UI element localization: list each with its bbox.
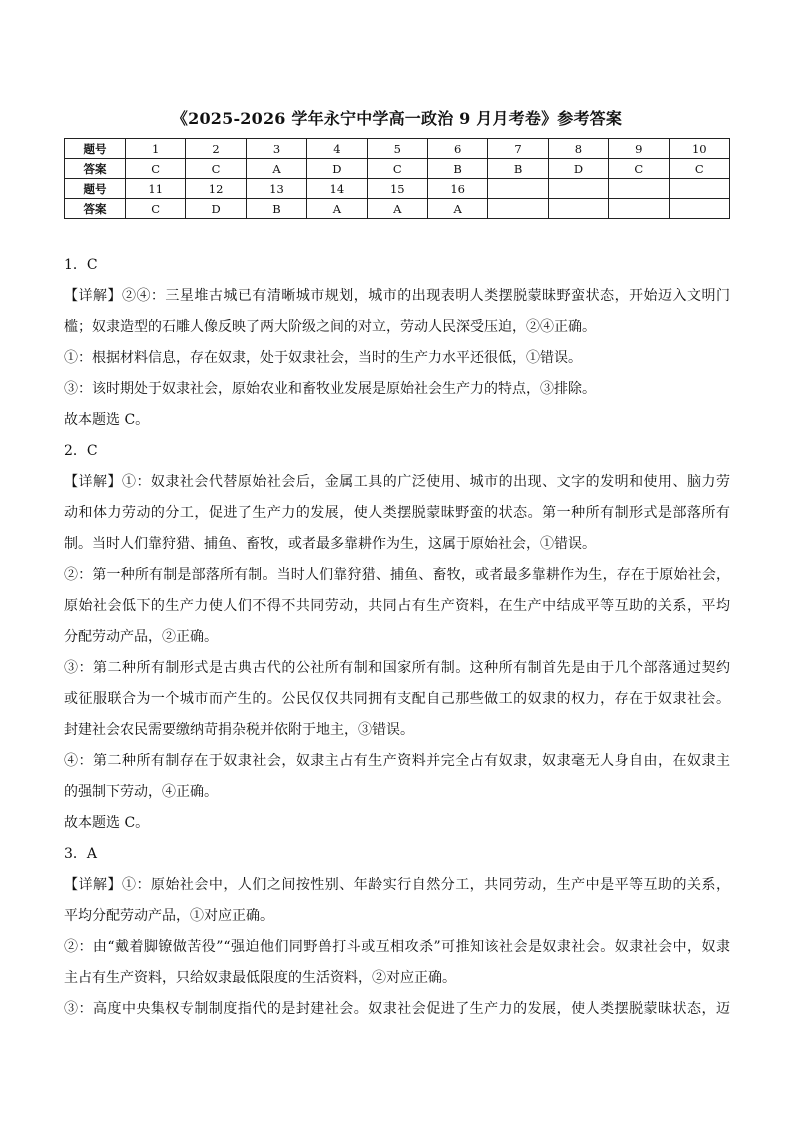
answer-table-cell: D — [307, 159, 367, 179]
answer-table-cell: 3 — [246, 139, 306, 159]
answer-table-cell: A — [307, 199, 367, 219]
explanation-line: ②：第一种所有制是部落所有制。当时人们靠狩猎、捕鱼、畜牧，或者最多靠耕作为生，存在于原始社会， — [64, 567, 730, 583]
answer-table-cell: 15 — [367, 179, 427, 199]
answer-table-cell: 4 — [307, 139, 367, 159]
answer-table-row — [65, 179, 730, 199]
explanation-line: 制。当时人们靠狩猎、捕鱼、畜牧，或者最多靠耕作为生，这属于原始社会，①错误。 — [64, 536, 596, 552]
answer-table — [64, 138, 730, 219]
explanation-line: ③：该时期处于奴隶社会，原始农业和畜牧业发展是原始社会生产力的特点，③排除。 — [64, 381, 596, 397]
question-number: 3．A — [64, 846, 98, 862]
answer-table-cell: 14 — [307, 179, 367, 199]
answer-table-row — [65, 139, 730, 159]
answer-table-cell — [548, 199, 608, 219]
explanation-line: ④：第二种所有制存在于奴隶社会，奴隶主占有生产资料并完全占有奴隶，奴隶毫无人身自由，在奴隶主 — [64, 753, 730, 769]
explanation-line: 【详解】②④：三星堆古城已有清晰城市规划，城市的出现表明人类摆脱蒙昧野蛮状态，开始迈入文明门 — [64, 288, 730, 304]
answer-table-row — [65, 199, 730, 219]
answer-table-cell: C — [609, 159, 669, 179]
answer-table-cell: 5 — [367, 139, 427, 159]
answer-table-cell — [669, 199, 729, 219]
answer-table-cell: A — [427, 199, 487, 219]
answer-table-cell: 11 — [126, 179, 186, 199]
answer-table-cell: 16 — [427, 179, 487, 199]
answer-table-cell: 12 — [186, 179, 246, 199]
explanation-line: ③：高度中央集权专制制度指代的是封建社会。奴隶社会促进了生产力的发展，使人类摆脱蒙昧状态，迈 — [64, 1001, 730, 1017]
explanation-line: 【详解】①：原始社会中，人们之间按性别、年龄实行自然分工，共同劳动，生产中是平等互助的关系， — [64, 877, 730, 893]
answer-table-cell: 13 — [246, 179, 306, 199]
answer-table-cell: C — [367, 159, 427, 179]
explanation-line: 的强制下劳动，④正确。 — [64, 784, 218, 800]
explanation-line: 故本题选 C。 — [64, 412, 150, 428]
row-label: 题号 — [65, 179, 126, 199]
answer-table-cell — [609, 199, 669, 219]
answer-explanations — [64, 250, 730, 1025]
answer-table-cell: 1 — [126, 139, 186, 159]
page-title: 《2025-2026 学年永宁中学高一政治 9 月月考卷》参考答案 — [171, 109, 623, 128]
answer-table-cell — [548, 179, 608, 199]
answer-table-cell: C — [186, 159, 246, 179]
answer-table-cell: B — [427, 159, 487, 179]
explanation-line: 槛；奴隶造型的石雕人像反映了两大阶级之间的对立，劳动人民深受压迫，②④正确。 — [64, 319, 596, 335]
answer-table-cell — [609, 179, 669, 199]
row-label: 答案 — [65, 159, 126, 179]
explanation-line: ③：第二种所有制形式是古典古代的公社所有制和国家所有制。这种所有制首先是由于几个部落通过契约 — [64, 660, 730, 676]
explanation-line: 主占有生产资料，只给奴隶最低限度的生活资料，②对应正确。 — [64, 970, 456, 986]
explanation-line: 平均分配劳动产品，①对应正确。 — [64, 908, 274, 924]
answer-table-row — [65, 159, 730, 179]
explanation-line: ②：由“戴着脚镣做苦役”“强迫他们同野兽打斗或互相攻杀”可推知该社会是奴隶社会。奴隶社会中，奴隶 — [64, 939, 730, 955]
answer-table-cell: B — [488, 159, 548, 179]
answer-table-cell: D — [186, 199, 246, 219]
answer-table-cell — [488, 179, 548, 199]
answer-table-cell — [488, 199, 548, 219]
answer-table-cell: 6 — [427, 139, 487, 159]
explanation-line: 动和体力劳动的分工，促进了生产力的发展，使人类摆脱蒙昧野蛮的状态。第一种所有制形式是部落所有 — [64, 505, 730, 521]
answer-table-cell: C — [669, 159, 729, 179]
answer-table-cell: D — [548, 159, 608, 179]
answer-table-cell: B — [246, 199, 306, 219]
answer-table-cell — [669, 179, 729, 199]
answer-table-cell: C — [126, 159, 186, 179]
answer-table-cell: 10 — [669, 139, 729, 159]
answer-table-cell: A — [246, 159, 306, 179]
answer-table-cell: A — [367, 199, 427, 219]
explanation-line: 【详解】①：奴隶社会代替原始社会后，金属工具的广泛使用、城市的出现、文字的发明和使用、脑力劳 — [64, 474, 730, 490]
explanation-line: 封建社会农民需要缴纳苛捐杂税并依附于地主，③错误。 — [64, 722, 414, 738]
answer-table-cell: 7 — [488, 139, 548, 159]
answer-table-cell: C — [126, 199, 186, 219]
explanation-line: 分配劳动产品，②正确。 — [64, 629, 218, 645]
question-number: 1．C — [64, 257, 98, 273]
answer-table-cell: 2 — [186, 139, 246, 159]
explanation-line: 或征服联合为一个城市而产生的。公民仅仅共同拥有支配自己那些做工的奴隶的权力，存在于奴隶社会。 — [64, 691, 730, 707]
explanation-line: ①：根据材料信息，存在奴隶，处于奴隶社会，当时的生产力水平还很低，①错误。 — [64, 350, 582, 366]
explanation-line: 原始社会低下的生产力使人们不得不共同劳动，共同占有生产资料，在生产中结成平等互助的关系，平均 — [64, 598, 730, 614]
row-label: 题号 — [65, 139, 126, 159]
answer-table-cell: 9 — [609, 139, 669, 159]
question-number: 2．C — [64, 443, 98, 459]
row-label: 答案 — [65, 199, 126, 219]
explanation-line: 故本题选 C。 — [64, 815, 150, 831]
answer-table-cell: 8 — [548, 139, 608, 159]
